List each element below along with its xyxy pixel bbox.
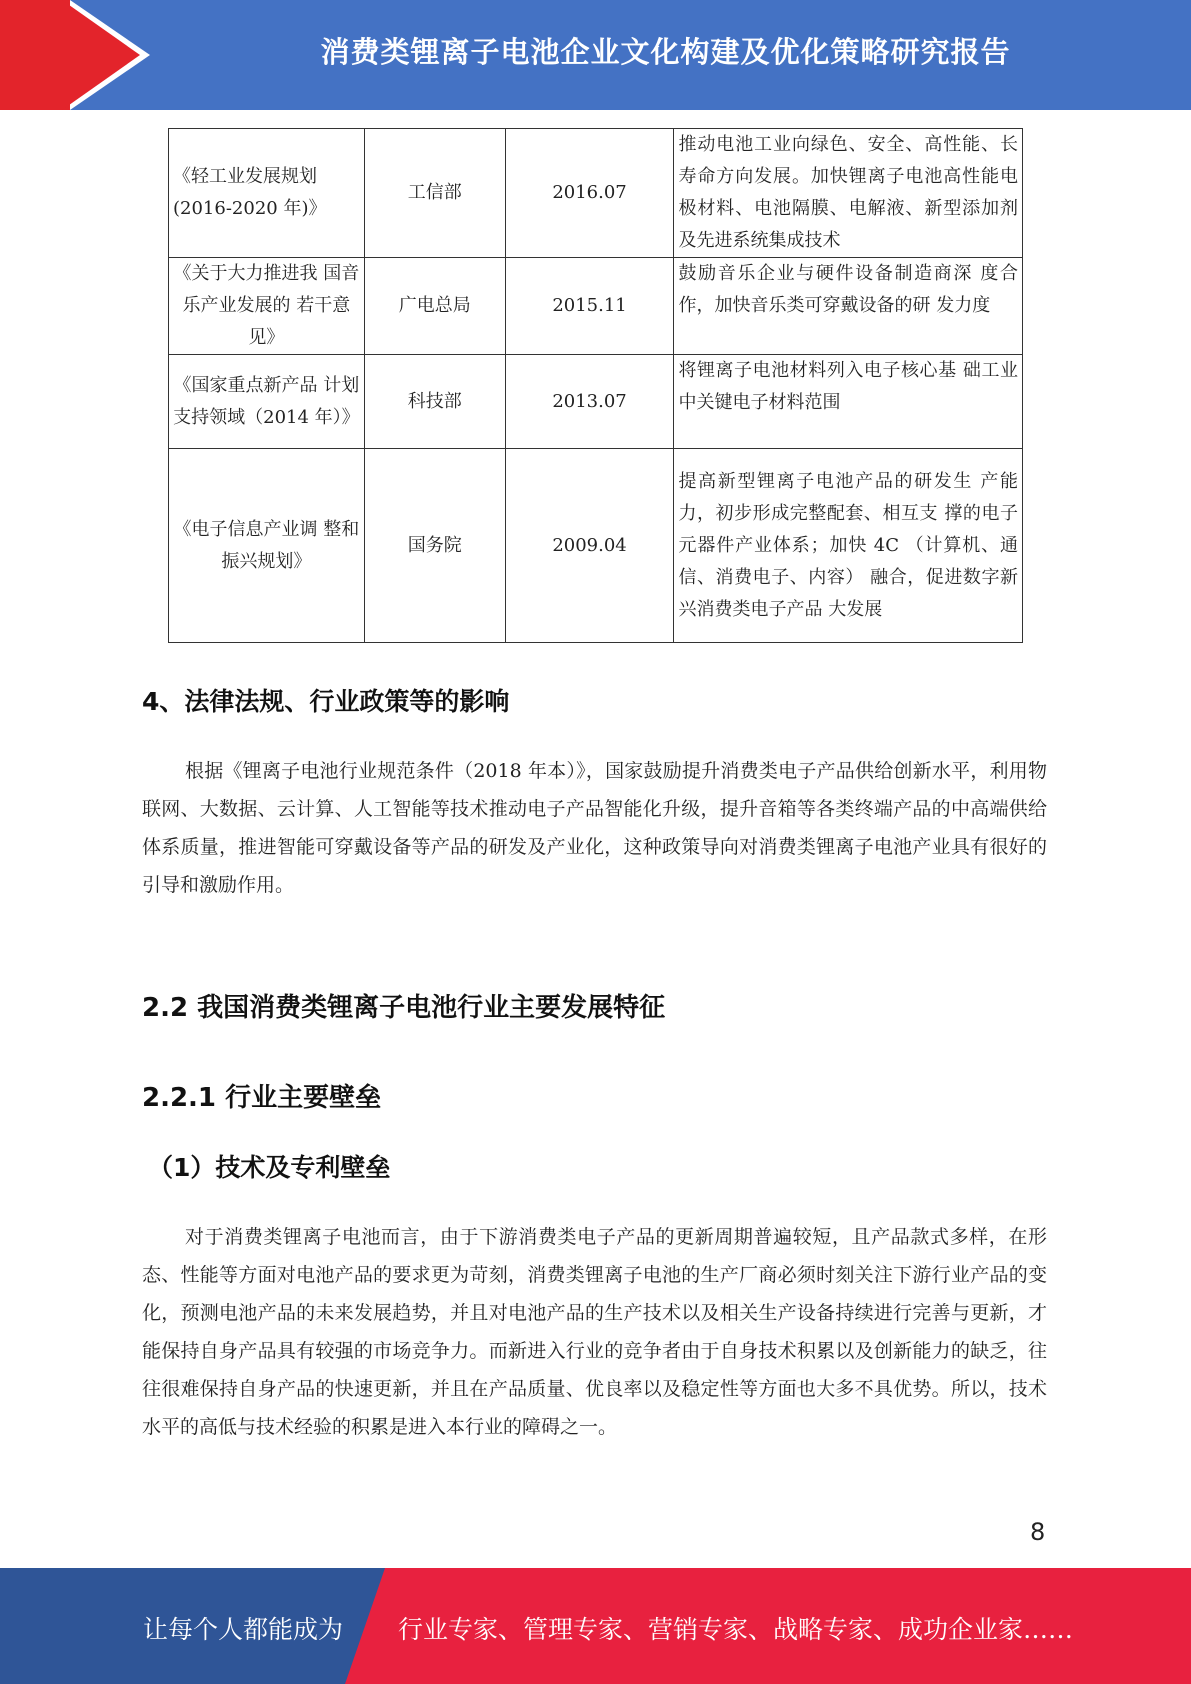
policy-content: 将锂离子电池材料列入电子核心基 础工业中关键电子材料范围 xyxy=(674,355,1023,449)
table-row xyxy=(169,355,1023,449)
policy-date: 2013.07 xyxy=(505,355,674,449)
table-row xyxy=(169,258,1023,355)
section-4-heading: 4、法律法规、行业政策等的影响 xyxy=(142,687,510,716)
table-row xyxy=(169,129,1023,258)
policy-name: 《电子信息产业调 整和振兴规划》 xyxy=(169,449,365,643)
policy-name: 《关于大力推进我 国音乐产业发展的 若干意见》 xyxy=(169,258,365,355)
policy-dept: 广电总局 xyxy=(364,258,505,355)
table-row xyxy=(169,449,1023,643)
policy-name xyxy=(169,129,365,258)
page-header xyxy=(0,0,1191,110)
footer-slogan-right: 行业专家、管理专家、营销专家、战略专家、成功企业家…… xyxy=(398,1615,1074,1644)
header-chevron-red xyxy=(62,0,140,110)
section-2-2-1-heading: 2.2.1 行业主要壁垒 xyxy=(142,1083,382,1113)
policy-date: 2009.04 xyxy=(505,449,674,643)
subsection-1-heading: （1）技术及专利壁垒 xyxy=(148,1153,391,1182)
policy-dept: 国务院 xyxy=(364,449,505,643)
policy-dept: 科技部 xyxy=(364,355,505,449)
policy-name-line1: 《轻工业发展规划 xyxy=(173,166,317,187)
policy-table xyxy=(168,128,1023,643)
footer-blue-slant xyxy=(345,1568,385,1684)
policy-content: 提高新型锂离子电池产品的研发生 产能力，初步形成完整配套、相互支 撑的电子元器件产业体系；加快 4C （计算机、通信、消费电子、内容） 融合，促进数字新兴消费类电子产品 大发展 xyxy=(674,449,1023,643)
policy-dept: 工信部 xyxy=(364,129,505,258)
page-footer xyxy=(0,1568,1191,1684)
header-title: 消费类锂离子电池企业文化构建及优化策略研究报告 xyxy=(320,35,1011,69)
policy-content: 鼓励音乐企业与硬件设备制造商深 度合作，加快音乐类可穿戴设备的研 发力度 xyxy=(674,258,1023,355)
page-number: 8 xyxy=(1030,1518,1046,1546)
policy-date: 2016.07 xyxy=(505,129,674,258)
policy-name-line2: (2016-2020 年)》 xyxy=(173,198,327,219)
section-2-2-heading: 2.2 我国消费类锂离子电池行业主要发展特征 xyxy=(142,993,666,1023)
policy-date: 2015.11 xyxy=(505,258,674,355)
header-red-block xyxy=(0,0,70,110)
policy-content: 推动电池工业向绿色、安全、高性能、长寿命方向发展。加快锂离子电池高性能电极材料、电池隔膜、电解液、新型添加剂及先进系统集成技术 xyxy=(674,129,1023,258)
section-4-paragraph: 根据《锂离子电池行业规范条件（2018 年本）》，国家鼓励提升消费类电子产品供给创新水平，利用物联网、大数据、云计算、人工智能等技术推动电子产品智能化升级，提升音箱等各类终端产品的中高端供给体系质量，推进智能可穿戴设备等产品的研发及产业化，这种政策导向对消费类锂离子电池产业具有很好的引导和激励作用。 xyxy=(142,760,1047,896)
subsection-1-paragraph: 对于消费类锂离子电池而言，由于下游消费类电子产品的更新周期普遍较短，且产品款式多样，在形态、性能等方面对电池产品的要求更为苛刻，消费类锂离子电池的生产厂商必须时刻关注下游行业产品的变化，预测电池产品的未来发展趋势，并且对电池产品的生产技术以及相关生产设备持续进行完善与更新，才能保持自身产品具有较强的市场竞争力。而新进入行业的竞争者由于自身技术积累以及创新能力的缺乏，往往很难保持自身产品的快速更新，并且在产品质量、优良率以及稳定性等方面也大多不具优势。所以，技术水平的高低与技术经验的积累是进入本行业的障碍之一。 xyxy=(142,1226,1047,1438)
footer-slogan-left: 让每个人都能成为 xyxy=(143,1615,344,1644)
policy-name: 《国家重点新产品 计划支持领域（2014 年）》 xyxy=(169,355,365,449)
